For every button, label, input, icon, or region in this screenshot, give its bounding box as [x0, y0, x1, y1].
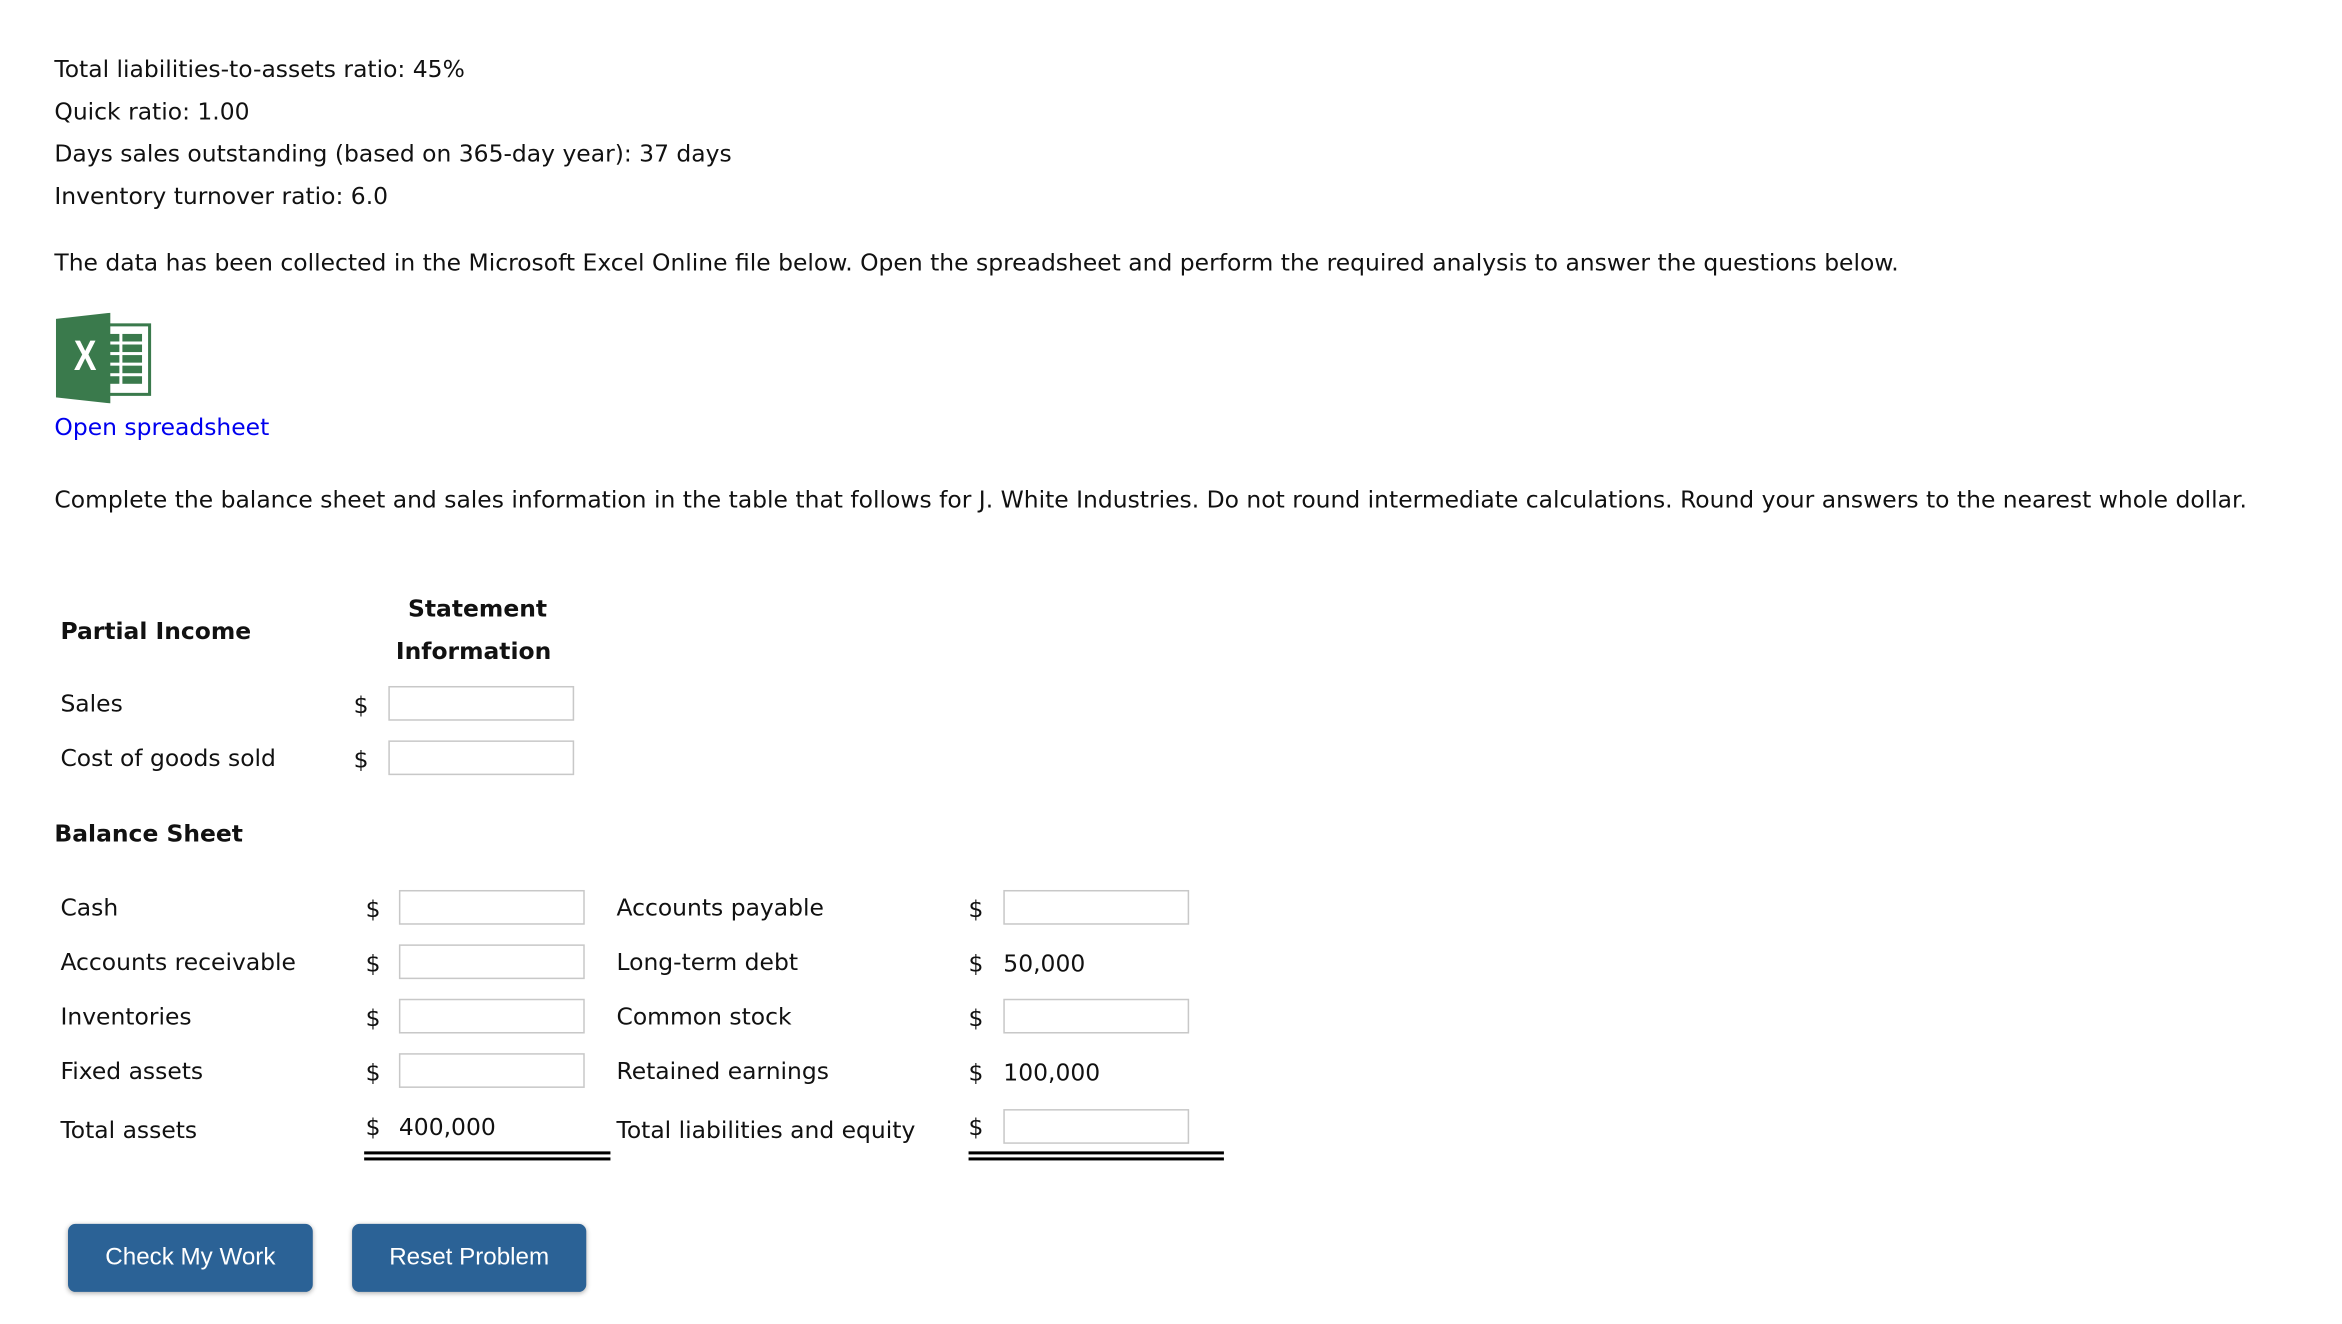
balance-sheet-title: Balance Sheet [54, 820, 243, 848]
long-term-debt-label: Long-term debt [616, 948, 799, 977]
intro-text: The data has been collected in the Microsoft Excel Online file below. Open the spreadsheet and perform the required analysis to answer the questions below. [54, 249, 1899, 277]
open-spreadsheet-link[interactable]: Open spreadsheet [54, 414, 270, 442]
fixed-assets-input[interactable] [399, 1053, 585, 1088]
cogs-label: Cost of goods sold [60, 744, 276, 773]
sales-input[interactable] [388, 686, 574, 721]
given-inventory-turnover: Inventory turnover ratio: 6.0 [54, 182, 389, 211]
income-title: Partial Income [60, 617, 252, 646]
excel-icon-letter: X [73, 332, 97, 380]
total-liabilities-equity-label: Total liabilities and equity [616, 1116, 916, 1144]
cash-label: Cash [60, 894, 119, 922]
income-column-header-2: Information [395, 637, 552, 665]
common-stock-input[interactable] [1003, 999, 1189, 1034]
given-quick-ratio: Quick ratio: 1.00 [54, 98, 250, 126]
check-my-work-button[interactable]: Check My Work [68, 1224, 313, 1292]
given-liabilities-ratio: Total liabilities-to-assets ratio: 45% [54, 55, 465, 84]
retained-earnings-currency: $ [968, 1059, 984, 1087]
sales-label: Sales [60, 690, 123, 718]
long-term-debt-currency: $ [968, 950, 984, 978]
income-column-header: Statement [407, 595, 548, 623]
cash-input[interactable] [399, 890, 585, 925]
fixed-assets-currency: $ [365, 1059, 381, 1087]
inventories-label: Inventories [60, 1003, 192, 1031]
reset-problem-button[interactable]: Reset Problem [352, 1224, 586, 1292]
total-assets-double-underline [364, 1151, 610, 1160]
long-term-debt-value: 50,000 [1003, 950, 1086, 978]
excel-icon[interactable] [56, 313, 153, 404]
accounts-receivable-currency: $ [365, 950, 381, 978]
total-liabilities-equity-input[interactable] [1003, 1109, 1189, 1144]
common-stock-label: Common stock [616, 1003, 792, 1031]
total-assets-value: 400,000 [398, 1113, 496, 1141]
cogs-currency: $ [353, 746, 369, 774]
total-assets-currency: $ [365, 1113, 381, 1141]
total-liabilities-equity-double-underline [969, 1151, 1224, 1160]
total-assets-label: Total assets [60, 1116, 198, 1144]
inventories-input[interactable] [399, 999, 585, 1034]
accounts-payable-label: Accounts payable [616, 894, 824, 922]
cash-currency: $ [365, 896, 381, 924]
accounts-payable-currency: $ [968, 896, 984, 924]
given-dso: Days sales outstanding (based on 365-day year): 37 days [54, 140, 732, 168]
retained-earnings-label: Retained earnings [616, 1057, 829, 1085]
total-liabilities-equity-currency: $ [968, 1113, 984, 1141]
retained-earnings-value: 100,000 [1003, 1059, 1101, 1087]
accounts-receivable-label: Accounts receivable [60, 948, 296, 977]
common-stock-currency: $ [968, 1004, 984, 1033]
fixed-assets-label: Fixed assets [60, 1057, 204, 1085]
sales-currency: $ [353, 692, 369, 720]
cogs-input[interactable] [388, 740, 574, 775]
instructions-text: Complete the balance sheet and sales information in the table that follows for J. White Industries. Do not round intermediate calculations. Round your answers to the nearest whole dollar. [54, 486, 2247, 514]
accounts-payable-input[interactable] [1003, 890, 1189, 925]
inventories-currency: $ [365, 1004, 381, 1033]
accounts-receivable-input[interactable] [399, 944, 585, 979]
